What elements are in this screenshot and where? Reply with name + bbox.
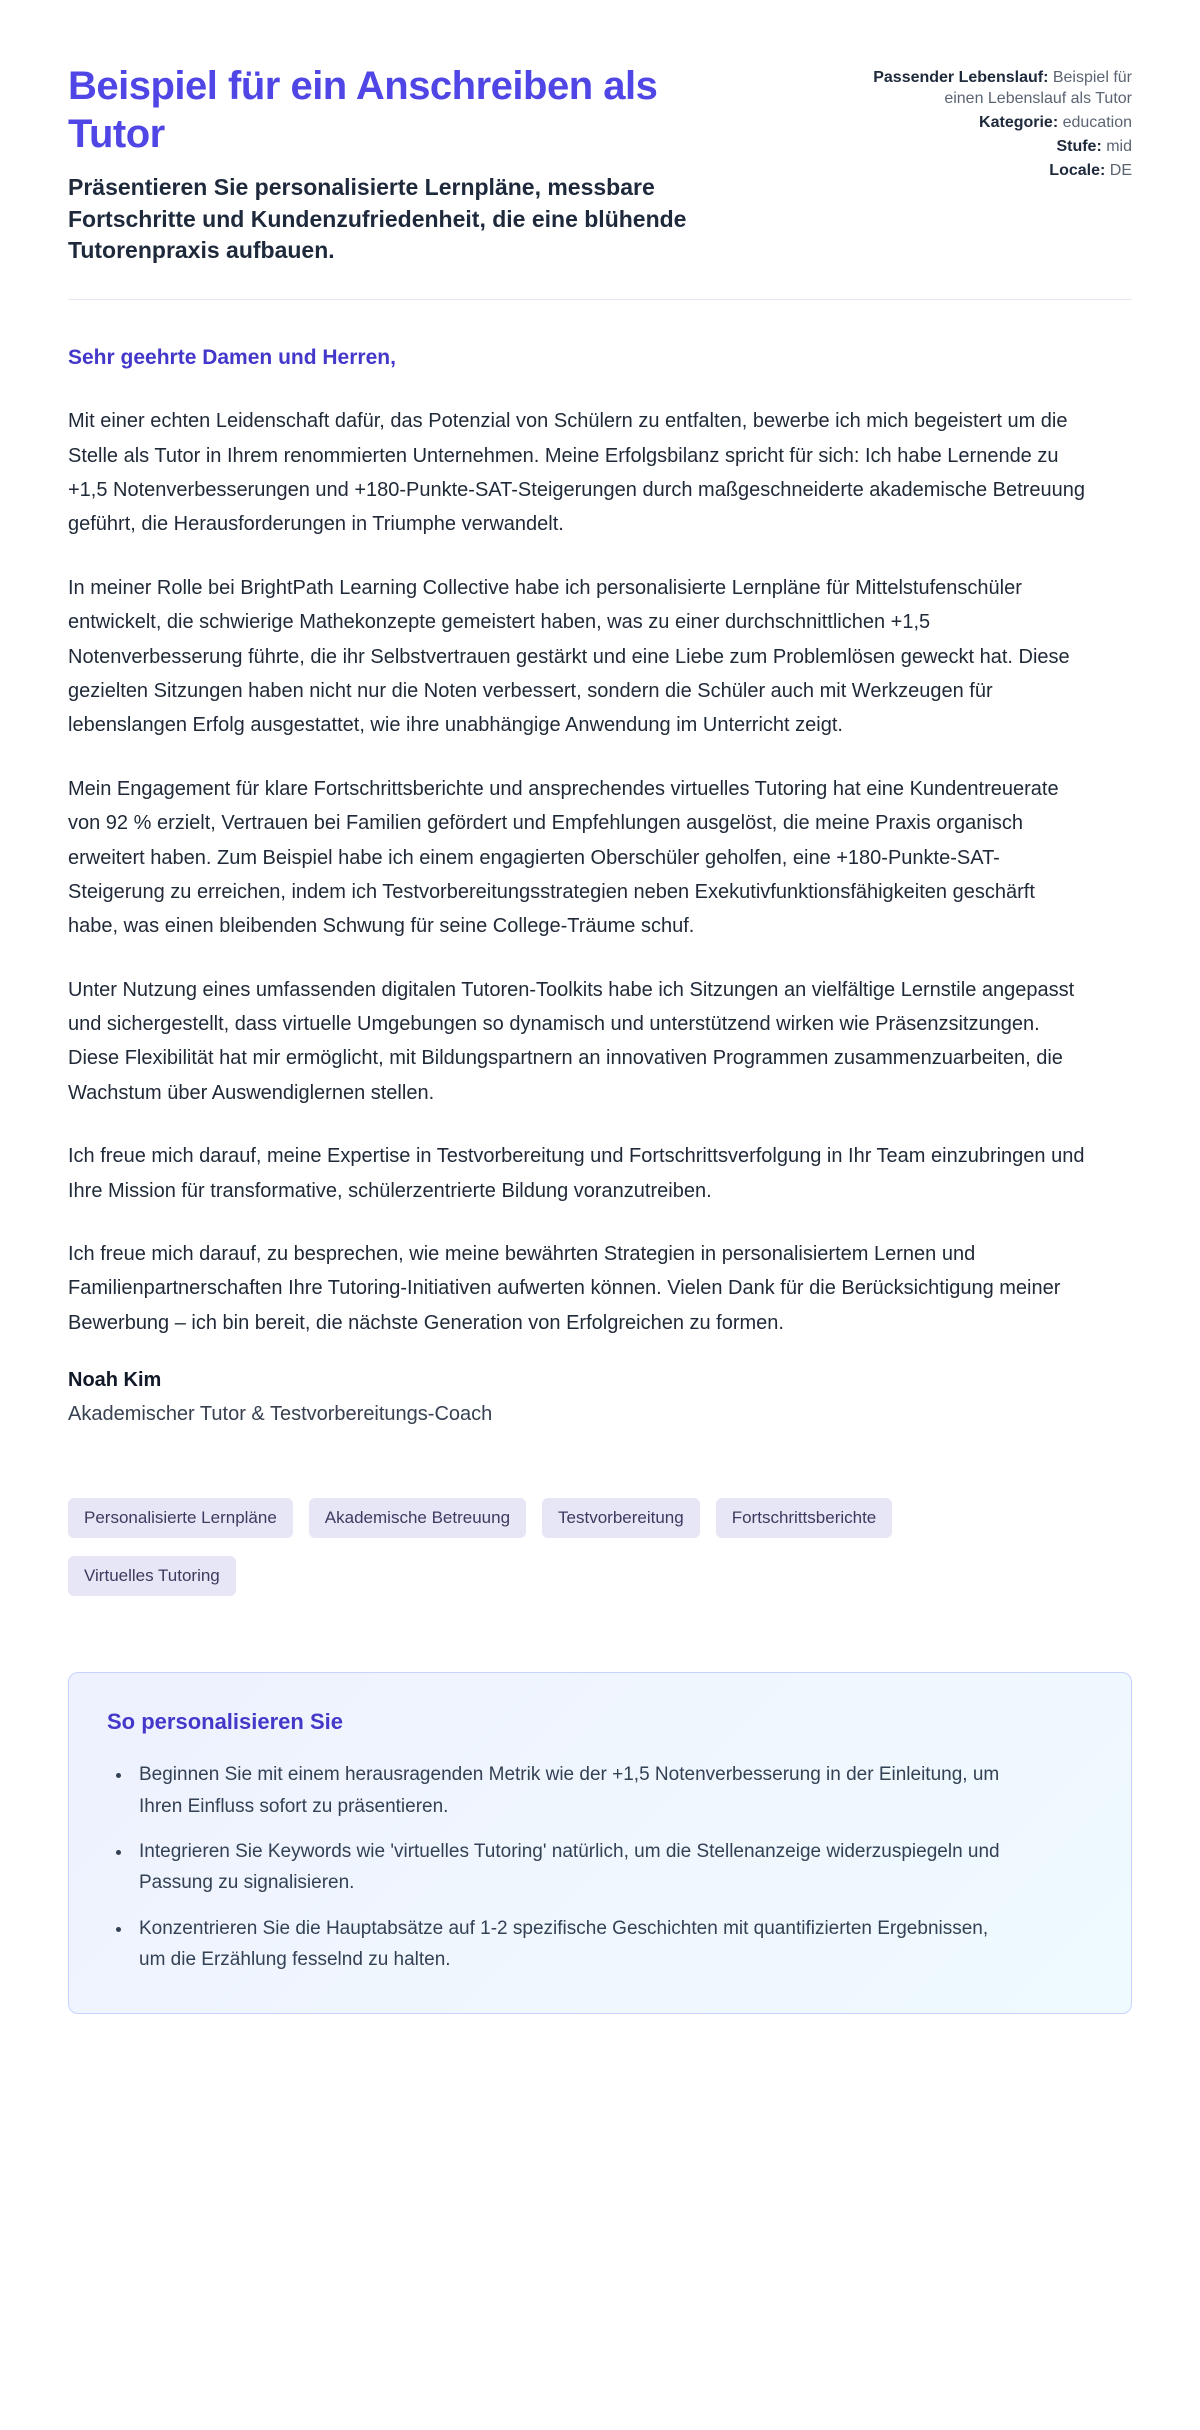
signature-block — [68, 1369, 1088, 1426]
tag-fortschrittsberichte: Fortschrittsberichte — [716, 1498, 893, 1538]
meta-locale — [864, 160, 1132, 181]
personalization-tip-list — [107, 1759, 1093, 1975]
letter-paragraph-4: Unter Nutzung eines umfassenden digitalen Tutoren-Toolkits habe ich Sitzungen an vielfältige Lernstile angepasst und sichergestellt, dass virtuelle Umgebungen so dynamisch und unterstützend wirken wie Präsenzsitzungen. Diese Flexibilität hat mir ermöglicht, mit Bildungspartnern an innovativen Programmen zusammenzuarbeiten, die Wachstum über Auswendiglernen stellen. — [68, 978, 1075, 1104]
letter-paragraph-2: In meiner Rolle bei BrightPath Learning Collective habe ich personalisierte Lernpläne für Mittelstufenschüler entwickelt, die schwierige Mathekonzepte gemeistert haben, was zu einer durchschnittlichen +1,5 Notenverbesserung führte, die ihr Selbstvertrauen gestärkt und eine Liebe zum Problemlösen geweckt hat. Diese gezielten Sitzungen haben nicht nur die Noten verbessert, sondern die Schüler auch mit Werkzeugen für lebenslangen Erfolg ausgestattet, wie ihre unabhängige Anwendung im Unterricht zeigt. — [68, 576, 1070, 737]
letter-greeting: Sehr geehrte Damen und Herren, — [68, 346, 396, 370]
meta-matching-resume — [864, 67, 1132, 109]
page-subtitle: Präsentieren Sie personalisierte Lernpläne, messbare Fortschritte und Kundenzufriedenheit, die eine blühende Tutorenpraxis aufbauen. — [68, 174, 687, 264]
tag-akademische-betreuung: Akademische Betreuung — [309, 1498, 526, 1538]
meta-matching-resume-label: Passender Lebenslauf: — [873, 69, 1049, 86]
cover-letter-page — [68, 0, 1132, 2098]
letter-paragraph-1: Mit einer echten Leidenschaft dafür, das Potenzial von Schülern zu entfalten, bewerbe ich mich begeistert um die Stelle als Tutor in Ihrem renommierten Unternehmen. Meine Erfolgsbilanz spricht für sich: Ich habe Lernende zu +1,5 Notenverbesserungen und +180-Punkte-SAT-Steigerungen durch maßgeschneiderte akademische Betreuung geführt, die Herausforderungen in Triumphe verwandelt. — [68, 410, 1085, 536]
keyword-tag-list — [68, 1498, 1068, 1596]
header-title-block — [68, 62, 740, 267]
meta-matching-resume-value: Beispiel für einen Lebenslauf als Tutor — [944, 69, 1132, 108]
personalization-box — [68, 1672, 1132, 2014]
tag-testvorbereitung: Testvorbereitung — [542, 1498, 700, 1538]
personalization-tip-1: • Beginnen Sie mit einem herausragenden Metrik wie der +1,5 Notenverbesserung in der Einleitung, um Ihren Einfluss sofort zu präsentieren. — [133, 1759, 1013, 1822]
letter-paragraph-5: Ich freue mich darauf, meine Expertise in Testvorbereitung und Fortschrittsverfolgung in Ihr Team einzubringen und Ihre Mission für transformative, schülerzentrierte Bildung voranzutreiben. — [68, 1145, 1085, 1202]
letter-paragraph-6: Ich freue mich darauf, zu besprechen, wie meine bewährten Strategien in personalisiertem Lernen und Familienpartnerschaften Ihre Tutoring-Initiativen aufwerten können. Vielen Dank für die Berücksichtigung meiner Bewerbung – ich bin bereit, die nächste Generation von Erfolgreichen zu formen. — [68, 1243, 1061, 1334]
signature-name: Noah Kim — [68, 1369, 162, 1392]
page-title: Beispiel für ein Anschreiben als Tutor — [68, 64, 658, 156]
personalization-tip-3: • Konzentrieren Sie die Hauptabsätze auf 1-2 spezifische Geschichten mit quantifizierten Ergebnissen, um die Erzählung fesselnd zu halten. — [133, 1913, 1013, 1976]
meta-locale-label: Locale: — [1049, 162, 1106, 180]
meta-category-value: education — [1062, 114, 1132, 132]
meta-level-label: Stufe: — [1056, 138, 1102, 156]
page-header — [68, 62, 1132, 267]
personalization-heading: So personalisieren Sie — [107, 1709, 343, 1735]
meta-locale-value: DE — [1109, 162, 1132, 180]
meta-category-label: Kategorie: — [979, 114, 1059, 132]
meta-level-value: mid — [1106, 138, 1132, 156]
tag-personalisierte-lernplaene: Personalisierte Lernpläne — [68, 1498, 293, 1538]
personalization-tip-2: • Integrieren Sie Keywords wie 'virtuelles Tutoring' natürlich, um die Stellenanzeige widerzuspiegeln und Passung zu signalisieren. — [133, 1836, 1013, 1899]
letter-paragraph-3: Mein Engagement für klare Fortschrittsberichte und ansprechendes virtuelles Tutoring hat eine Kundentreuerate von 92 % erzielt, Vertrauen bei Familien gefördert und Empfehlungen ausgelöst, die meine Praxis organisch erweitert haben. Zum Beispiel habe ich einem engagierten Oberschüler geholfen, eine +180-Punkte-SAT-Steigerung zu erreichen, indem ich Testvorbereitungsstrategien neben Exekutivfunktionsfähigkeiten geschärft habe, was einen bleibenden Schwung für seine College-Träume schuf. — [68, 777, 1059, 938]
signature-role: Akademischer Tutor & Testvorbereitungs-Coach — [68, 1403, 493, 1426]
meta-panel — [864, 62, 1132, 185]
tag-virtuelles-tutoring: Virtuelles Tutoring — [68, 1556, 236, 1596]
letter-body — [68, 346, 1088, 1426]
meta-level — [864, 136, 1132, 157]
header-divider — [68, 299, 1132, 300]
meta-category — [864, 112, 1132, 133]
